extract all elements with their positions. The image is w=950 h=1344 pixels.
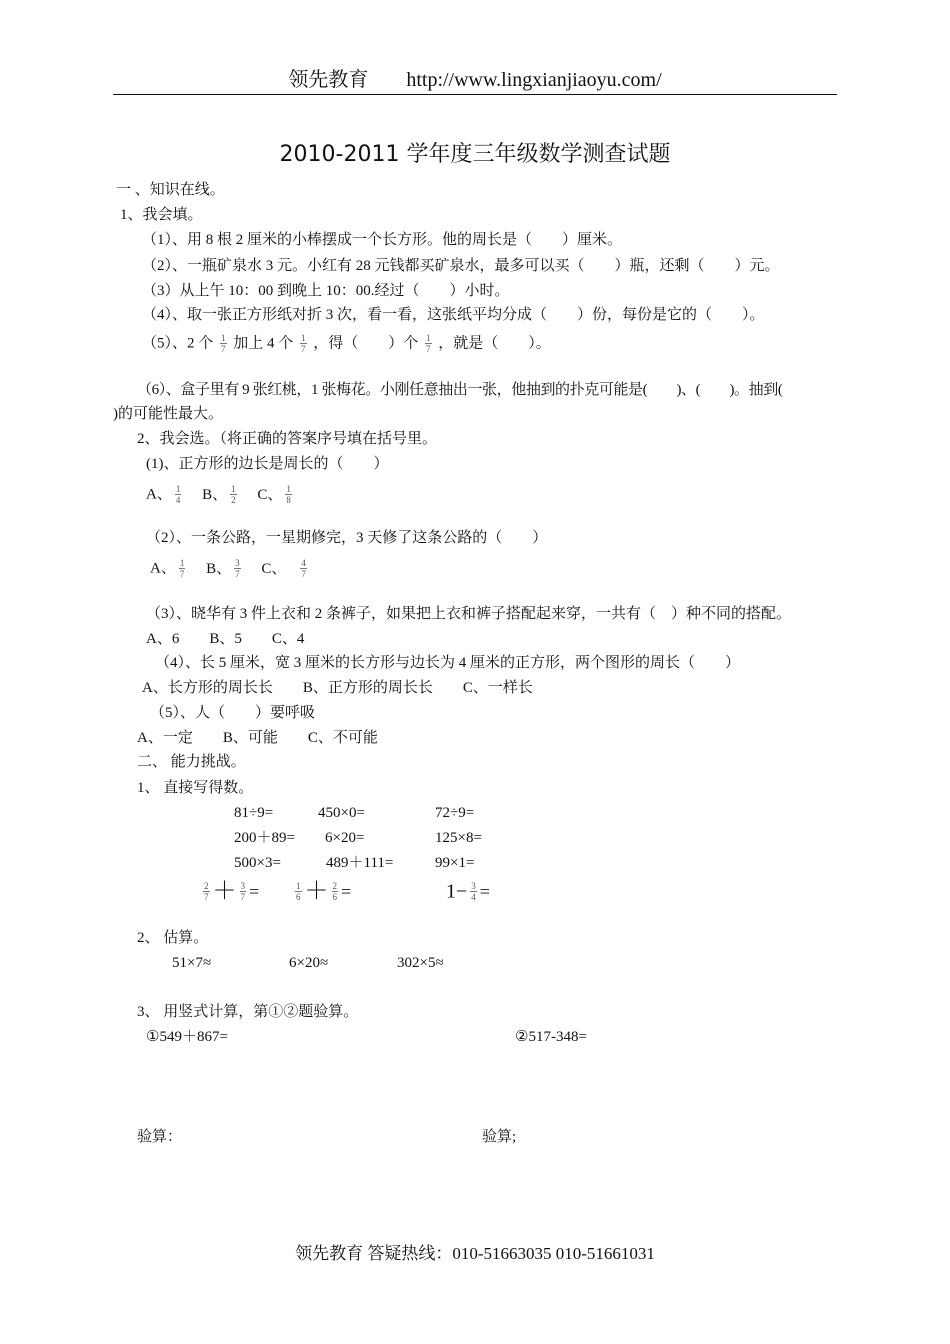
q2-s3-options: A、6 B、5 C、4 [146, 631, 305, 647]
fraction: $\frac{1}{4}$ [175, 484, 181, 506]
q1-heading: 1、我会填。 [120, 207, 203, 223]
q2-s1-text: (1)、正方形的边长是周长的（ ） [146, 456, 389, 472]
fraction: $\frac{2}{6}$ [332, 881, 337, 903]
q2-s1-options: A、 $\frac{1}{4}$ B、 $\frac{1}{2}$ C、 $\frac{1}{8}$ [146, 484, 291, 506]
header-rule [113, 94, 837, 95]
calc-cell: 72÷9= [435, 805, 475, 821]
q1-item6-line1: （6）、盒子里有 9 张红桃，1 张梅花。小刚任意抽出一张，他抽到的扑克可能是( )、( )。抽到( [137, 382, 783, 398]
fraction: $\frac{1}{7}$ [221, 333, 226, 355]
calc-cell: 500×3= [234, 855, 281, 871]
vertical-calc-1: ①549＋867= [146, 1029, 228, 1045]
fraction: $\frac{2}{7}$ [204, 881, 209, 903]
q1-item3: （3）从上午 10：00 到晚上 10：00.经过（ ）小时。 [142, 283, 510, 299]
calc-cell: 99×1= [435, 855, 475, 871]
header-url: http://www.lingxianjiaoyu.com/ [406, 69, 662, 91]
fraction: $\frac{3}{4}$ [471, 881, 476, 903]
page-header [0, 66, 950, 94]
fraction: $\frac{1}{8}$ [286, 484, 291, 506]
q2-s2-text: （2）、一条公路，一星期修完，3 天修了这条公路的（ ） [146, 530, 548, 546]
page-title: 2010-2011 学年度三年级数学测查试题 [279, 142, 671, 167]
q1-item2: （2）、一瓶矿泉水 3 元。小红有 28 元钱都买矿泉水，最多可以买（ ）瓶，还剩（ ）元。 [142, 258, 780, 274]
fraction-calc-2: $\frac{1}{6}$ ＋ $\frac{2}{6}$ = [296, 878, 352, 905]
fraction: $\frac{3}{7}$ [235, 558, 240, 580]
fraction: $\frac{1}{7}$ [426, 333, 431, 355]
calc-cell: 6×20= [325, 830, 365, 846]
fraction-calc-1: $\frac{2}{7}$ ＋ $\frac{3}{7}$ = [204, 878, 260, 905]
q2-s4-options: A、长方形的周长长 B、正方形的周长长 C、一样长 [142, 680, 533, 696]
fraction: $\frac{1}{2}$ [231, 484, 236, 506]
vertical-calc-2: ②517-348= [515, 1029, 587, 1045]
fraction: $\frac{1}{7}$ [179, 558, 185, 580]
fraction: $\frac{4}{7}$ [301, 558, 306, 580]
calc-cell: 450×0= [318, 805, 365, 821]
estimate-item: 51×7≈ [172, 955, 212, 971]
fraction: $\frac{3}{7}$ [240, 881, 245, 903]
estimate-item: 6×20≈ [289, 955, 329, 971]
s2-q3-heading: 3、 用竖式计算，第①②题验算。 [137, 1004, 359, 1020]
calc-cell: 489＋111= [326, 855, 394, 871]
q1-item6-line2: )的可能性最大。 [113, 406, 223, 422]
s2-q1-heading: 1、 直接写得数。 [137, 780, 254, 796]
section1-heading: 一 、知识在线。 [116, 182, 225, 198]
calc-cell: 200＋89= [234, 830, 295, 846]
q2-s2-options: A、 $\frac{1}{7}$ B、 $\frac{3}{7}$ C、 $\frac{4}{7}$ [150, 558, 306, 580]
q1-item4: （4）、取一张正方形纸对折 3 次，看一看，这张纸平均分成（ ）份，每份是它的（ ）。 [142, 307, 765, 323]
check-label-1: 验算： [137, 1129, 183, 1145]
q2-heading: 2、我会选。（将正确的答案序号填在括号里。 [137, 431, 438, 447]
calc-cell: 81÷9= [234, 805, 274, 821]
fraction-calc-3: 1− $\frac{3}{4}$ = [446, 880, 490, 903]
section2-heading: 二、 能力挑战。 [137, 754, 246, 770]
estimate-item: 302×5≈ [397, 955, 444, 971]
check-label-2: 验算; [482, 1129, 517, 1145]
q1-item5: （5）、2 个 $\frac{1}{7}$ 加上 4 个 $\frac{1}{7}$ ，得（ ）个 $\frac{1}{7}$ ，就是（ ）。 [142, 333, 551, 355]
page-footer: 领先教育 答疑热线：010-51663035 010-51661031 [295, 1244, 655, 1263]
q2-s5-options: A、一定 B、可能 C、不可能 [137, 730, 378, 746]
fraction: $\frac{1}{7}$ [301, 333, 306, 355]
s2-q2-heading: 2、 估算。 [137, 930, 209, 946]
calc-cell: 125×8= [435, 830, 482, 846]
q2-s3-text: （3）、晓华有 3 件上衣和 2 条裤子，如果把上衣和裤子搭配起来穿，一共有（ ）种不同的搭配。 [146, 606, 792, 622]
q2-s4-text: （4）、长 5 厘米，宽 3 厘米的长方形与边长为 4 厘米的正方形，两个图形的周长（ ） [155, 655, 741, 671]
fraction: $\frac{1}{6}$ [296, 881, 301, 903]
q1-item1: （1）、用 8 根 2 厘米的小棒摆成一个长方形。他的周长是（ ）厘米。 [142, 232, 623, 248]
q2-s5-text: （5）、人（ ）要呼吸 [150, 705, 316, 721]
header-brand: 领先教育 [288, 69, 369, 91]
